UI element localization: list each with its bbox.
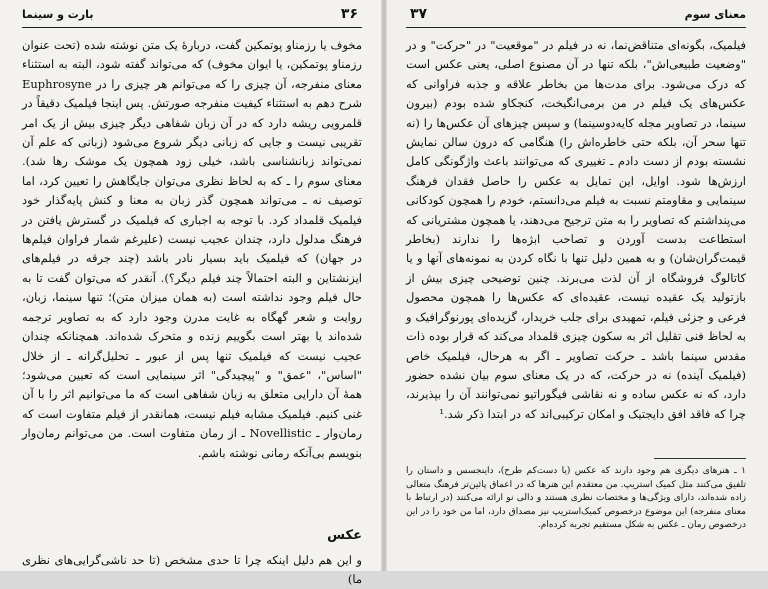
- book-gutter: [381, 0, 387, 571]
- left-header-rule: [22, 27, 362, 28]
- left-page-header: [22, 6, 362, 26]
- left-running-title: بارت و سینما: [22, 8, 94, 21]
- left-body-text: [22, 36, 362, 463]
- right-page-header: [406, 6, 746, 26]
- right-page: [384, 0, 768, 571]
- right-body-text: [406, 36, 746, 424]
- right-header-rule: [406, 27, 746, 28]
- footnote-separator: [654, 458, 746, 459]
- footnote: ۱ ـ هنرهای دیگری هم وجود دارند که عکس (یا دست‌کم طرح)، داینجسس و داستان را تلفیق می‌کنند مثل کمیک استریپ. من معتقدم این هنرها که در اعماق پائین‌تر فرهنگ متعالی زاده شده‌اند، دارای ویژگی‌ها و مختصات نظری هستند و دالی نو ارائه می‌کنند (در ارتباط با معنای منفرجه) این موضوع درخصوص کمیک‌استریپ نیز مصداق دارد، اما من خود را در این درخصوص رمان ـ عکس به شکل مستقیم تجربه کرده‌ام.: [406, 466, 746, 531]
- left-page: [0, 0, 384, 586]
- left-paragraph: مخوف یا رزمناو پوتمکین گفت، دربارهٔ یک متن نوشته شده (تحت عنوان رزمناو پوتمکین، یا ایوان مخوف) که می‌تواند گفته شود، البته به استثناء معنای منفرجه، آن چیزی را که می‌توانم هر چیزی را در Euphrosyne شرح دهم به استثناء کیفیت منفرجه صورتش. پس اینجا فیلمیک دقیقاً در قلمرویی ریشه دارد که در آن زبان شفاهی دیگر چیزی بیش از یک امر تقریبی نیست و جایی که زبانی دیگر شروع می‌شود (زبانی که علم آن نمی‌تواند زبانشناسی باشد، خیلی زود همچون یک موشک رها شد). معنای سوم را ـ که به لحاظ نظری می‌توان جایگاهش را تعیین کرد، اما توصیف نه ـ می‌تواند همچون گذر زبان به معنا و کنش پایه‌گذار خود فیلمیک قلمداد کرد. با توجه به اجباری که فیلمیک در گسترش یافتن در فرهنگ مدلول دارد، چندان عجیب نیست (علیرغم شمار فراوان فیلم‌ها در جهان) که فیلمیک باید بسیار نادر باشد (چند جرقه در فیلم‌های ایزنشتاین و البته احتمالاً چند فیلم دیگر؟). آنقدر که می‌توان گفت تا به حال فیلم وجود نداشته است (به همان میزان متن)؛ تنها سینما، زبان، روایت و شعر گهگاه به غایت مدرن وجود دارد که به تصاویر ترجمه شده‌اند یا بهتر است بگوییم زنده و متحرک شده‌اند. همچنانکه چندان عجیب نیست که فیلمیک تنها پس از عبور ـ تحلیل‌گرانه ـ از خلال "اساس"، "عمق" و "پیچیدگی" اثر سینمایی است که تعیین می‌شود؛ همهٔ آن دارایی متعلق به زبان شفاهی است که ما می‌توانیم اثر را با آن غنی کنیم. فیلمیک مشابه فیلم نیست، همانقدر از فیلم متفاوت است که رمان‌وار ـ Novellistic ـ از رمان متفاوت است. من می‌توانم رمان‌وار بنویسم بی‌آنکه رمانی نوشته باشم.: [22, 38, 362, 460]
- right-paragraph: فیلمیک، بگونه‌ای متناقض‌نما، نه در فیلم در "موقعیت" در "حرکت" و در "وضعیت طبیعی‌اش"، بلکه تنها در آن مصنوع اصلی، یعنی عکس است که درک می‌شود. برای مدت‌ها من بخاطر علاقه و جذبه فراوانی که عکس‌های یک فیلم در من برمی‌انگیخت، کنجکاو شده بودم (بیرون سینما، در تصاویر مجله کایه‌دوسینما) و سپس چیزهای آن عکس‌ها را (نه تنها سحر آن، بلکه حتی خاطره‌اش را) هنگامی که درون سالن نمایش نشسته بودم از دست دادم ـ تغییری که می‌توانند باعث واژگونگی کامل ارزش‌ها شود. اوایل، این تمایل به عکس را حاصل فقدان فرهنگ سینمایی و مقاومتم نسبت به فیلم می‌دانستم، خودم را همچون کودکانی می‌پنداشتم که تصاویر را به متن ترجیح می‌دهند، یا همچون مشتریانی که استطاعت بدست آوردن و تصاحب ابژه‌ها را ندارند (بخاطر قیمت‌گران‌شان) و به همین دلیل تنها با نگاه کردن به نمونه‌های آنها و یا کاتالوگ فروشگاه از آن لذت می‌برند. چنین توضیحی چیزی بیش از بازتولید یک عقیده نیست، عقیده‌ای که عکس‌ها را همچون محصول فرعی و جزئی فیلم، تمهیدی برای جلب خریدار، گزیده‌ای پورنوگرافیک و به لحاظ فنی تقلیل اثر به سکون چیزی قلمداد می‌کند که قرار بوده ذات مقدس سینما باشد ـ حرکت تصاویر ـ اگر به هرحال، فیلمیک خاص (فیلمیک آینده) نه در حرکت، که در یک معنای سوم بیان نشده حضور دارد، که نه عکس ساده و نه نقاشی فیگوراتیو نمی‌توانند آن را بپذیرند، چرا که فاقد افق دایجتیک و امکان ترکیبی‌اند که در ابتدا ذکر شد.¹: [406, 38, 746, 421]
- right-page-number: ۳۷: [410, 6, 428, 22]
- section-first-line: و این هم دلیل اینکه چرا تا حدی مشخص (تا حد ناشی‌گرایی‌های نظری ما): [22, 553, 362, 586]
- left-page-number: ۳۶: [340, 6, 358, 22]
- section-heading: عکس: [327, 528, 362, 543]
- right-running-title: معنای سوم: [684, 8, 746, 21]
